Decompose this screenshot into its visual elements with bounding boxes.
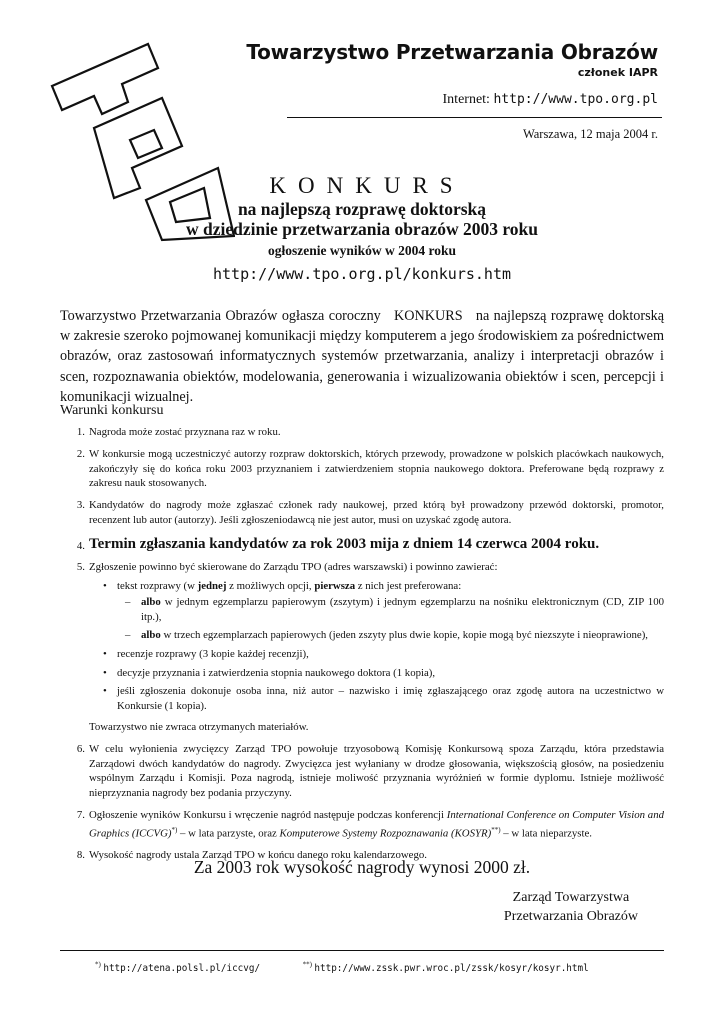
- condition-text: Nagroda może zostać przyznana raz w roku.: [89, 426, 281, 438]
- materials-not-returned-note: Towarzystwo nie zwraca otrzymanych materiałów.: [89, 720, 309, 733]
- thesis-option-1: [117, 595, 664, 625]
- footnote-mark: *): [95, 961, 101, 969]
- condition-text: Ogłoszenie wyników Konkursu i wręczenie nagród następuje podczas konferencji: [89, 808, 445, 821]
- bullet-icon: •: [103, 666, 107, 679]
- footnote-mark: **): [302, 961, 312, 969]
- bullet-icon: •: [103, 647, 107, 660]
- intro-before: Towarzystwo Przetwarzania Obrazów ogłasza coroczny: [60, 308, 381, 324]
- contest-url-link[interactable]: http://www.tpo.org.pl/konkurs.htm: [212, 265, 511, 283]
- footnote-mark: *): [171, 825, 178, 834]
- dash-icon: –: [125, 628, 131, 641]
- intro-paragraph: [60, 306, 664, 407]
- signature-block: [504, 889, 638, 926]
- condition-number: 7.: [76, 808, 85, 821]
- results-announcement: ogłoszenie wyników w 2004 roku: [267, 243, 457, 258]
- org-membership: członek IAPR: [577, 66, 658, 79]
- option-emphasis: albo: [141, 628, 161, 641]
- issue-date: Warszawa, 12 maja 2004 r.: [522, 127, 658, 141]
- signature-line-2: Przetwarzania Obrazów: [503, 908, 638, 924]
- requirement-text: z nich jest preferowana:: [357, 579, 462, 592]
- conference-iccvg: International Conference on Computer Vision and Graphics (ICCVG): [89, 808, 664, 840]
- bullet-icon: •: [103, 579, 107, 592]
- condition-item-1: [60, 425, 664, 440]
- requirement-decisions: [89, 666, 664, 681]
- condition-text: Wysokość nagrody ustala Zarząd TPO w końcu danego roku kalendarzowego.: [89, 849, 427, 862]
- prize-amount: Za 2003 rok wysokość nagrody wynosi 2000 zł.: [193, 857, 531, 877]
- signature-line-1: Zarząd Towarzystwa: [512, 890, 630, 905]
- condition-item-4-deadline: [60, 535, 664, 553]
- conditions-list: [60, 425, 664, 870]
- intro-after: na najlepszą rozprawę doktorską w zakresie szeroko pojmowanej komunikacji między komputerem a jego środowiskiem za pośrednictwem obrazów, oraz zastosowań informatycznych systemów przetwarzania, analizy i interpretacji obrazów i scen, rozpoznawania obiektów, modelowania, generowania i wizualizowania obiektów i scen, percepcji i komunikacji wizualnej.: [60, 308, 665, 405]
- condition-item-3: [60, 498, 664, 528]
- thesis-option-2: [117, 628, 664, 643]
- condition-number: 2.: [76, 447, 85, 460]
- footnote-1: [95, 963, 260, 974]
- requirement-thesis: [89, 579, 664, 643]
- contest-subtitle-line2: w dziedzinie przetwarzania obrazów 2003 roku: [185, 219, 539, 239]
- option-text: w jednym egzemplarzu papierowym (zszytym) i jednym egzemplarzu na nośniku elektronicznym (CD, ZIP 100 itp.),: [141, 596, 665, 624]
- contest-title: KONKURS: [269, 173, 465, 198]
- requirement-text: tekst rozprawy (w: [117, 579, 195, 592]
- condition-item-5: [60, 560, 664, 735]
- condition-number: 5.: [76, 560, 85, 573]
- condition-item-7: [60, 808, 664, 841]
- condition-number: 8.: [76, 849, 85, 862]
- contest-subtitle-line1: na najlepszą rozprawę doktorską: [237, 199, 487, 219]
- option-text: w trzech egzemplarzach papierowych (jeden zszyty plus dwie kopie, kopie mogą być niezszyte i nieoprawione),: [163, 628, 648, 641]
- requirement-text: decyzje przyznania i zatwierdzenia stopnia naukowego doktora (1 kopia),: [117, 666, 436, 679]
- requirement-text: recenzje rozprawy (3 kopie każdej recenzji),: [117, 647, 309, 660]
- condition-text: – w lata nieparzyste.: [503, 827, 592, 840]
- requirement-consent: [89, 684, 664, 714]
- condition-item-2: [60, 447, 664, 491]
- condition-item-6: [60, 742, 664, 801]
- conference-kosyr: Komputerowe Systemy Rozpoznawania (KOSYR): [279, 827, 492, 840]
- org-name: Towarzystwo Przetwarzania Obrazów: [246, 40, 658, 64]
- option-emphasis: albo: [141, 596, 161, 609]
- condition-number: 4.: [76, 539, 85, 552]
- deadline-text: Termin zgłaszania kandydatów za rok 2003 mija z dniem 14 czerwca 2004 roku.: [89, 535, 600, 552]
- requirement-reviews: [89, 647, 664, 662]
- condition-text: Kandydatów do nagrody może zgłaszać członek rady naukowej, przed którą był prowadzony przewód doktorski, promotor, recenzent lub autor (autorzy). Jeśli zgłoszeniodawcą nie jest autor, musi on uzyskać zgodę autora.: [89, 499, 664, 526]
- requirement-text: z możliwych opcji,: [229, 579, 312, 592]
- footnote-link-kosyr[interactable]: http://www.zssk.pwr.wroc.pl/zssk/kosyr/kosyr.html: [314, 963, 589, 975]
- footnote-mark: **): [491, 825, 501, 834]
- header-divider: [287, 117, 662, 118]
- condition-text: Zgłoszenie powinno być skierowane do Zarządu TPO (adres warszawski) i powinno zawierać:: [89, 560, 498, 573]
- requirement-text: jeśli zgłoszenia dokonuje osoba inna, niż autor – nazwisko i imię zgłaszającego oraz zgodę autora na uczestnictwo w Konkursie (1 kopia).: [117, 685, 664, 713]
- bullet-icon: •: [103, 685, 107, 698]
- footnote-divider: [60, 950, 664, 951]
- submission-requirements: [89, 579, 664, 714]
- thesis-options: [117, 595, 664, 642]
- internet-line: [443, 92, 658, 108]
- condition-number: 3.: [76, 499, 85, 512]
- intro-highlight: KONKURS: [394, 308, 463, 324]
- footnote-link-iccvg[interactable]: http://atena.polsl.pl/iccvg/: [103, 963, 261, 975]
- internet-label: Internet:: [442, 92, 490, 107]
- condition-number: 6.: [76, 742, 85, 755]
- condition-number: 1.: [76, 426, 85, 438]
- footnote-2: [303, 963, 589, 974]
- requirement-emphasis: pierwsza: [314, 579, 356, 592]
- condition-text: W konkursie mogą uczestniczyć autorzy rozpraw doktorskich, których przewody, prowadzone w polskich placówkach naukowych, zakończyły się do końca roku 2003 przyznaniem i zatwierdzeniem stopnia naukowego doktora. Preferowane będą rozprawy z zakresu nauk stosowanych.: [89, 447, 664, 490]
- condition-text: – w lata parzyste, oraz: [180, 827, 277, 840]
- internet-link[interactable]: http://www.tpo.org.pl: [493, 92, 658, 107]
- condition-text: W celu wyłonienia zwycięzcy Zarząd TPO powołuje trzyosobową Komisję Konkursową spoza Zarządu, która przedstawia Zarządowi dwóch kandydatów do nagrody. Zwycięzca jest wyłaniany w drodze głosowania, większością głosów, na posiedzeniu wspólnym Zarządu i Komisji. Poza nagrodą, istnieje moliwość przyznania wyróżnień w formie dyplomu. Istnieje możliwość nieprzyznania nagrody bez podania przyczyny.: [89, 742, 664, 800]
- conditions-title: Warunki konkursu: [60, 403, 164, 418]
- requirement-emphasis: jednej: [197, 579, 227, 592]
- dash-icon: –: [125, 596, 131, 609]
- footnotes: [95, 961, 589, 974]
